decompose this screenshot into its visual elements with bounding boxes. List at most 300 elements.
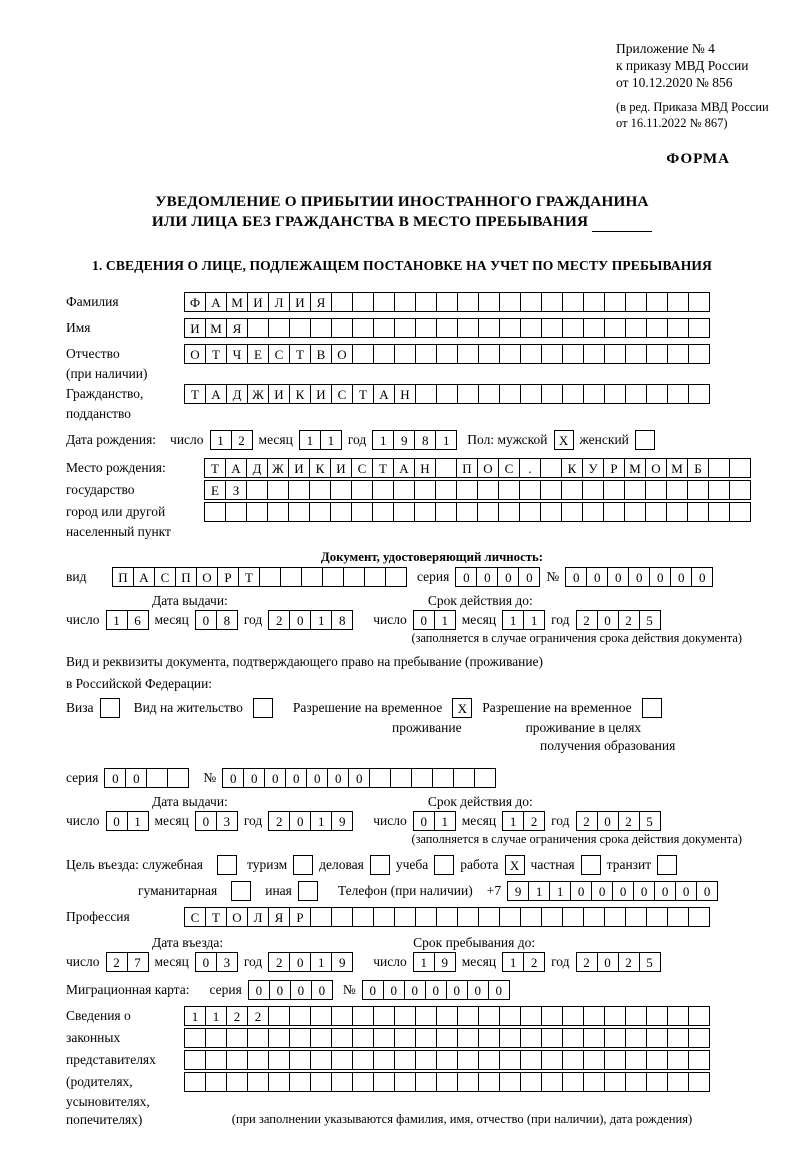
char-cell[interactable] <box>625 907 647 927</box>
char-cell[interactable] <box>583 1050 605 1070</box>
temp-residence-checkbox[interactable]: X <box>452 698 472 718</box>
char-cell[interactable] <box>352 344 374 364</box>
char-cell[interactable] <box>456 502 478 522</box>
char-cell[interactable] <box>646 1006 668 1026</box>
char-cell[interactable] <box>352 1072 374 1092</box>
char-cell[interactable] <box>184 1028 206 1048</box>
char-cell[interactable] <box>205 1028 227 1048</box>
char-cell[interactable] <box>604 1028 626 1048</box>
citizenship-input[interactable] <box>184 384 710 404</box>
char-cell[interactable] <box>583 1072 605 1092</box>
char-cell[interactable] <box>268 1072 290 1092</box>
permit-issue-month-input[interactable] <box>195 811 238 831</box>
char-cell[interactable] <box>457 907 479 927</box>
char-cell[interactable] <box>520 1028 542 1048</box>
char-cell[interactable] <box>432 768 454 788</box>
char-cell[interactable] <box>478 1028 500 1048</box>
char-cell[interactable]: 0 <box>654 881 676 901</box>
char-cell[interactable] <box>436 907 458 927</box>
char-cell[interactable] <box>247 1028 269 1048</box>
char-cell[interactable]: 1 <box>310 610 332 630</box>
char-cell[interactable] <box>625 1028 647 1048</box>
char-cell[interactable] <box>520 1050 542 1070</box>
char-cell[interactable] <box>688 292 710 312</box>
char-cell[interactable] <box>583 1006 605 1026</box>
char-cell[interactable] <box>436 1006 458 1026</box>
char-cell[interactable] <box>364 567 386 587</box>
char-cell[interactable] <box>394 1072 416 1092</box>
char-cell[interactable] <box>456 480 478 500</box>
birth-day-input[interactable] <box>210 430 253 450</box>
char-cell[interactable] <box>288 502 310 522</box>
char-cell[interactable] <box>540 502 562 522</box>
char-cell[interactable] <box>666 502 688 522</box>
char-cell[interactable]: 0 <box>306 768 328 788</box>
char-cell[interactable] <box>478 292 500 312</box>
char-cell[interactable]: Т <box>372 458 394 478</box>
char-cell[interactable] <box>688 1028 710 1048</box>
char-cell[interactable] <box>331 1050 353 1070</box>
char-cell[interactable]: 0 <box>106 811 128 831</box>
char-cell[interactable] <box>373 907 395 927</box>
purpose-private-checkbox[interactable] <box>581 855 601 875</box>
char-cell[interactable] <box>352 1028 374 1048</box>
char-cell[interactable]: 2 <box>576 610 598 630</box>
char-cell[interactable] <box>499 384 521 404</box>
char-cell[interactable] <box>184 1072 206 1092</box>
purpose-work-checkbox[interactable]: X <box>505 855 525 875</box>
char-cell[interactable] <box>478 318 500 338</box>
char-cell[interactable]: 0 <box>476 567 498 587</box>
entry-day-input[interactable] <box>106 952 149 972</box>
char-cell[interactable]: О <box>184 344 206 364</box>
char-cell[interactable] <box>520 344 542 364</box>
char-cell[interactable] <box>478 344 500 364</box>
char-cell[interactable]: З <box>225 480 247 500</box>
char-cell[interactable]: 0 <box>327 768 349 788</box>
char-cell[interactable]: Р <box>289 907 311 927</box>
birth-year-input[interactable] <box>372 430 457 450</box>
char-cell[interactable] <box>645 480 667 500</box>
char-cell[interactable]: 0 <box>243 768 265 788</box>
char-cell[interactable]: 5 <box>639 952 661 972</box>
char-cell[interactable] <box>667 1050 689 1070</box>
char-cell[interactable] <box>204 502 226 522</box>
char-cell[interactable]: 1 <box>435 430 457 450</box>
char-cell[interactable]: Т <box>204 458 226 478</box>
char-cell[interactable] <box>498 502 520 522</box>
char-cell[interactable] <box>373 318 395 338</box>
char-cell[interactable]: 2 <box>523 811 545 831</box>
char-cell[interactable]: Б <box>687 458 709 478</box>
char-cell[interactable]: 0 <box>597 610 619 630</box>
char-cell[interactable] <box>562 1028 584 1048</box>
char-cell[interactable]: Д <box>246 458 268 478</box>
doc-valid-year-input[interactable] <box>576 610 661 630</box>
char-cell[interactable] <box>415 292 437 312</box>
char-cell[interactable]: 3 <box>216 811 238 831</box>
char-cell[interactable]: 0 <box>264 768 286 788</box>
char-cell[interactable]: 8 <box>216 610 238 630</box>
char-cell[interactable] <box>499 318 521 338</box>
doc-issue-day-input[interactable] <box>106 610 149 630</box>
char-cell[interactable] <box>457 344 479 364</box>
char-cell[interactable]: Р <box>217 567 239 587</box>
char-cell[interactable] <box>667 292 689 312</box>
char-cell[interactable] <box>436 384 458 404</box>
char-cell[interactable] <box>435 502 457 522</box>
char-cell[interactable] <box>519 480 541 500</box>
char-cell[interactable] <box>268 1050 290 1070</box>
char-cell[interactable] <box>562 292 584 312</box>
birth-place-row-1[interactable] <box>204 458 751 478</box>
char-cell[interactable] <box>645 502 667 522</box>
visa-checkbox[interactable] <box>100 698 120 718</box>
char-cell[interactable]: 0 <box>565 567 587 587</box>
char-cell[interactable]: 1 <box>299 430 321 450</box>
char-cell[interactable] <box>310 907 332 927</box>
char-cell[interactable]: С <box>268 344 290 364</box>
char-cell[interactable]: 0 <box>311 980 333 1000</box>
char-cell[interactable]: К <box>309 458 331 478</box>
char-cell[interactable]: 0 <box>597 811 619 831</box>
permit-valid-year-input[interactable] <box>576 811 661 831</box>
char-cell[interactable] <box>688 1050 710 1070</box>
char-cell[interactable] <box>561 480 583 500</box>
char-cell[interactable] <box>541 1006 563 1026</box>
char-cell[interactable] <box>289 1072 311 1092</box>
char-cell[interactable] <box>415 1072 437 1092</box>
char-cell[interactable]: Н <box>394 384 416 404</box>
char-cell[interactable] <box>373 344 395 364</box>
entry-month-input[interactable] <box>195 952 238 972</box>
char-cell[interactable] <box>478 1050 500 1070</box>
char-cell[interactable] <box>540 458 562 478</box>
char-cell[interactable] <box>331 1028 353 1048</box>
char-cell[interactable] <box>499 292 521 312</box>
char-cell[interactable] <box>583 318 605 338</box>
char-cell[interactable]: 1 <box>434 610 456 630</box>
char-cell[interactable] <box>352 1006 374 1026</box>
entry-year-input[interactable] <box>268 952 353 972</box>
char-cell[interactable] <box>373 1006 395 1026</box>
char-cell[interactable]: У <box>582 458 604 478</box>
char-cell[interactable] <box>414 480 436 500</box>
char-cell[interactable] <box>309 502 331 522</box>
char-cell[interactable]: 2 <box>576 811 598 831</box>
char-cell[interactable] <box>247 318 269 338</box>
char-cell[interactable] <box>247 1072 269 1092</box>
char-cell[interactable]: 0 <box>670 567 692 587</box>
permit-valid-month-input[interactable] <box>502 811 545 831</box>
char-cell[interactable]: И <box>184 318 206 338</box>
char-cell[interactable]: 0 <box>425 980 447 1000</box>
char-cell[interactable]: О <box>331 344 353 364</box>
char-cell[interactable] <box>352 1050 374 1070</box>
char-cell[interactable]: 5 <box>639 610 661 630</box>
char-cell[interactable]: 0 <box>125 768 147 788</box>
char-cell[interactable] <box>708 480 730 500</box>
char-cell[interactable] <box>708 502 730 522</box>
name-input[interactable] <box>184 318 710 338</box>
char-cell[interactable] <box>457 1028 479 1048</box>
char-cell[interactable] <box>499 1050 521 1070</box>
char-cell[interactable]: Ф <box>184 292 206 312</box>
char-cell[interactable]: 0 <box>488 980 510 1000</box>
profession-input[interactable] <box>184 907 710 927</box>
char-cell[interactable]: О <box>226 907 248 927</box>
char-cell[interactable] <box>625 384 647 404</box>
patronymic-input[interactable] <box>184 344 710 364</box>
char-cell[interactable] <box>562 1050 584 1070</box>
char-cell[interactable] <box>289 1028 311 1048</box>
char-cell[interactable] <box>436 1028 458 1048</box>
stay-day-input[interactable] <box>413 952 456 972</box>
char-cell[interactable] <box>331 318 353 338</box>
char-cell[interactable] <box>499 1028 521 1048</box>
char-cell[interactable]: С <box>154 567 176 587</box>
char-cell[interactable] <box>562 1006 584 1026</box>
char-cell[interactable] <box>478 907 500 927</box>
char-cell[interactable] <box>351 502 373 522</box>
char-cell[interactable]: 0 <box>612 881 634 901</box>
char-cell[interactable]: 2 <box>106 952 128 972</box>
char-cell[interactable]: 9 <box>393 430 415 450</box>
char-cell[interactable] <box>562 344 584 364</box>
char-cell[interactable] <box>688 384 710 404</box>
char-cell[interactable] <box>646 318 668 338</box>
char-cell[interactable] <box>583 292 605 312</box>
char-cell[interactable]: 0 <box>248 980 270 1000</box>
doc-series-input[interactable] <box>455 567 540 587</box>
char-cell[interactable] <box>415 907 437 927</box>
char-cell[interactable] <box>541 1028 563 1048</box>
legal-rep-row-2[interactable] <box>184 1028 710 1048</box>
phone-input[interactable] <box>507 881 718 901</box>
char-cell[interactable] <box>520 907 542 927</box>
char-cell[interactable] <box>246 502 268 522</box>
char-cell[interactable] <box>343 567 365 587</box>
char-cell[interactable]: 9 <box>331 952 353 972</box>
char-cell[interactable] <box>499 1006 521 1026</box>
char-cell[interactable] <box>310 318 332 338</box>
char-cell[interactable]: 7 <box>127 952 149 972</box>
char-cell[interactable] <box>667 318 689 338</box>
char-cell[interactable]: Л <box>268 292 290 312</box>
char-cell[interactable]: 9 <box>331 811 353 831</box>
char-cell[interactable] <box>688 318 710 338</box>
char-cell[interactable]: С <box>351 458 373 478</box>
char-cell[interactable]: 0 <box>455 567 477 587</box>
char-cell[interactable]: Т <box>289 344 311 364</box>
char-cell[interactable]: 0 <box>518 567 540 587</box>
char-cell[interactable]: Ж <box>267 458 289 478</box>
char-cell[interactable]: 0 <box>696 881 718 901</box>
char-cell[interactable] <box>331 1072 353 1092</box>
char-cell[interactable] <box>435 458 457 478</box>
char-cell[interactable] <box>436 1050 458 1070</box>
char-cell[interactable] <box>394 1028 416 1048</box>
char-cell[interactable]: 1 <box>205 1006 227 1026</box>
permit-issue-year-input[interactable] <box>268 811 353 831</box>
char-cell[interactable] <box>268 318 290 338</box>
char-cell[interactable]: 8 <box>414 430 436 450</box>
char-cell[interactable] <box>646 292 668 312</box>
char-cell[interactable] <box>583 907 605 927</box>
char-cell[interactable]: С <box>331 384 353 404</box>
char-cell[interactable]: 0 <box>195 811 217 831</box>
char-cell[interactable] <box>247 1050 269 1070</box>
purpose-business-checkbox[interactable] <box>370 855 390 875</box>
char-cell[interactable] <box>541 1050 563 1070</box>
char-cell[interactable]: Л <box>247 907 269 927</box>
char-cell[interactable] <box>394 1006 416 1026</box>
char-cell[interactable] <box>394 344 416 364</box>
char-cell[interactable]: Ж <box>247 384 269 404</box>
char-cell[interactable]: М <box>205 318 227 338</box>
char-cell[interactable] <box>309 480 331 500</box>
char-cell[interactable]: О <box>196 567 218 587</box>
char-cell[interactable]: И <box>247 292 269 312</box>
char-cell[interactable] <box>540 480 562 500</box>
char-cell[interactable]: Т <box>184 384 206 404</box>
char-cell[interactable] <box>226 1028 248 1048</box>
char-cell[interactable] <box>646 1072 668 1092</box>
char-cell[interactable]: Р <box>603 458 625 478</box>
char-cell[interactable] <box>604 1072 626 1092</box>
edu-residence-checkbox[interactable] <box>642 698 662 718</box>
char-cell[interactable] <box>478 1006 500 1026</box>
char-cell[interactable] <box>667 1072 689 1092</box>
char-cell[interactable] <box>373 1028 395 1048</box>
char-cell[interactable]: П <box>112 567 134 587</box>
char-cell[interactable]: Е <box>204 480 226 500</box>
char-cell[interactable] <box>369 768 391 788</box>
char-cell[interactable] <box>604 318 626 338</box>
char-cell[interactable]: М <box>226 292 248 312</box>
char-cell[interactable]: О <box>645 458 667 478</box>
char-cell[interactable] <box>322 567 344 587</box>
char-cell[interactable]: 0 <box>289 811 311 831</box>
char-cell[interactable] <box>625 344 647 364</box>
char-cell[interactable]: К <box>289 384 311 404</box>
char-cell[interactable]: 0 <box>597 952 619 972</box>
char-cell[interactable] <box>330 502 352 522</box>
char-cell[interactable] <box>167 768 189 788</box>
char-cell[interactable] <box>415 1028 437 1048</box>
char-cell[interactable] <box>394 1050 416 1070</box>
char-cell[interactable]: М <box>666 458 688 478</box>
char-cell[interactable] <box>390 768 412 788</box>
purpose-service-checkbox[interactable] <box>217 855 237 875</box>
stay-year-input[interactable] <box>576 952 661 972</box>
char-cell[interactable]: П <box>175 567 197 587</box>
char-cell[interactable] <box>604 1006 626 1026</box>
char-cell[interactable] <box>541 318 563 338</box>
char-cell[interactable] <box>582 502 604 522</box>
char-cell[interactable] <box>499 344 521 364</box>
char-cell[interactable]: 1 <box>502 952 524 972</box>
char-cell[interactable] <box>520 1006 542 1026</box>
char-cell[interactable]: А <box>133 567 155 587</box>
char-cell[interactable] <box>289 1006 311 1026</box>
char-cell[interactable]: И <box>288 458 310 478</box>
char-cell[interactable] <box>330 480 352 500</box>
char-cell[interactable] <box>583 1028 605 1048</box>
char-cell[interactable]: 0 <box>633 881 655 901</box>
char-cell[interactable] <box>394 907 416 927</box>
char-cell[interactable] <box>562 318 584 338</box>
char-cell[interactable]: 1 <box>320 430 342 450</box>
char-cell[interactable]: 8 <box>331 610 353 630</box>
char-cell[interactable] <box>436 1072 458 1092</box>
char-cell[interactable]: В <box>310 344 332 364</box>
char-cell[interactable]: О <box>477 458 499 478</box>
char-cell[interactable] <box>562 907 584 927</box>
char-cell[interactable]: 1 <box>502 811 524 831</box>
char-cell[interactable]: Я <box>268 907 290 927</box>
char-cell[interactable] <box>646 384 668 404</box>
char-cell[interactable]: 1 <box>310 952 332 972</box>
char-cell[interactable]: 0 <box>691 567 713 587</box>
char-cell[interactable] <box>436 318 458 338</box>
char-cell[interactable] <box>436 344 458 364</box>
char-cell[interactable] <box>688 907 710 927</box>
char-cell[interactable] <box>625 1050 647 1070</box>
char-cell[interactable]: 0 <box>446 980 468 1000</box>
char-cell[interactable] <box>646 1028 668 1048</box>
char-cell[interactable]: 0 <box>222 768 244 788</box>
char-cell[interactable]: 0 <box>195 610 217 630</box>
char-cell[interactable] <box>646 344 668 364</box>
char-cell[interactable] <box>541 344 563 364</box>
char-cell[interactable] <box>729 458 751 478</box>
char-cell[interactable] <box>331 1006 353 1026</box>
char-cell[interactable] <box>520 1072 542 1092</box>
char-cell[interactable]: Т <box>352 384 374 404</box>
char-cell[interactable] <box>478 1072 500 1092</box>
char-cell[interactable]: 2 <box>523 952 545 972</box>
char-cell[interactable]: 0 <box>290 980 312 1000</box>
char-cell[interactable] <box>146 768 168 788</box>
char-cell[interactable] <box>226 1050 248 1070</box>
permit-series-input[interactable] <box>104 768 189 788</box>
purpose-humanitarian-checkbox[interactable] <box>231 881 251 901</box>
char-cell[interactable]: 2 <box>226 1006 248 1026</box>
char-cell[interactable] <box>259 567 281 587</box>
char-cell[interactable] <box>457 318 479 338</box>
char-cell[interactable] <box>267 480 289 500</box>
char-cell[interactable] <box>372 502 394 522</box>
birth-place-row-2[interactable] <box>204 480 751 500</box>
char-cell[interactable]: 1 <box>372 430 394 450</box>
char-cell[interactable] <box>625 1006 647 1026</box>
char-cell[interactable]: 3 <box>216 952 238 972</box>
char-cell[interactable] <box>372 480 394 500</box>
char-cell[interactable] <box>415 384 437 404</box>
char-cell[interactable]: И <box>310 384 332 404</box>
legal-rep-row-3[interactable] <box>184 1050 710 1070</box>
char-cell[interactable]: А <box>205 292 227 312</box>
char-cell[interactable] <box>499 907 521 927</box>
char-cell[interactable] <box>687 502 709 522</box>
char-cell[interactable] <box>541 384 563 404</box>
char-cell[interactable] <box>385 567 407 587</box>
char-cell[interactable] <box>205 1050 227 1070</box>
char-cell[interactable] <box>583 344 605 364</box>
char-cell[interactable] <box>561 502 583 522</box>
char-cell[interactable] <box>457 292 479 312</box>
